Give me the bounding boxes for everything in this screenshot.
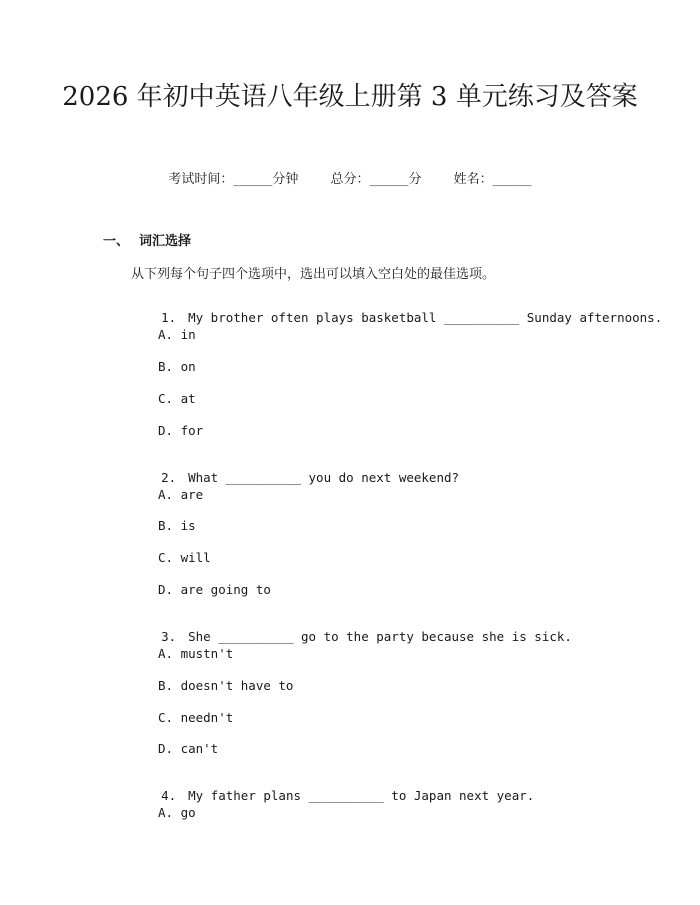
question-text: She __________ go to the party because she is sick. <box>188 629 572 644</box>
question-1 <box>131 295 662 340</box>
option-2-a: A. are <box>158 487 204 502</box>
option-1-b: B. on <box>158 359 196 374</box>
question-number: 3. <box>161 629 177 644</box>
option-2-c: C. will <box>158 550 211 565</box>
total-score-field: 总分：______分 <box>330 172 422 187</box>
option-1-c: C. at <box>158 391 196 406</box>
student-name-field: 姓名：______ <box>453 172 532 187</box>
section-instruction: 从下列每个句子四个选项中，选出可以填入空白处的最佳选项。 <box>131 267 496 282</box>
option-1-d: D. for <box>158 423 204 438</box>
document-title: 2026 年初中英语八年级上册第 3 单元练习及答案 <box>62 82 638 112</box>
option-2-b: B. is <box>158 518 196 533</box>
option-3-a: A. mustn't <box>158 646 234 661</box>
option-3-d: D. can't <box>158 741 219 756</box>
question-number: 4. <box>161 788 177 803</box>
option-2-d: D. are going to <box>158 582 271 597</box>
exam-time-field: 考试时间：______分钟 <box>168 172 299 187</box>
option-4-a: A. go <box>158 805 196 820</box>
section-title: 词汇选择 <box>139 234 192 249</box>
question-number: 2. <box>161 470 177 485</box>
question-number: 1. <box>161 310 177 325</box>
option-1-a: A. in <box>158 327 196 342</box>
question-text: My father plans __________ to Japan next year. <box>188 788 535 803</box>
section-heading <box>103 230 191 249</box>
question-text: My brother often plays basketball __________ Sunday afternoons. <box>188 310 663 325</box>
option-3-b: B. doesn't have to <box>158 678 294 693</box>
option-3-c: C. needn't <box>158 710 234 725</box>
section-number: 一、 <box>103 234 130 249</box>
question-text: What __________ you do next weekend? <box>188 470 460 485</box>
exam-meta-line <box>0 168 700 187</box>
